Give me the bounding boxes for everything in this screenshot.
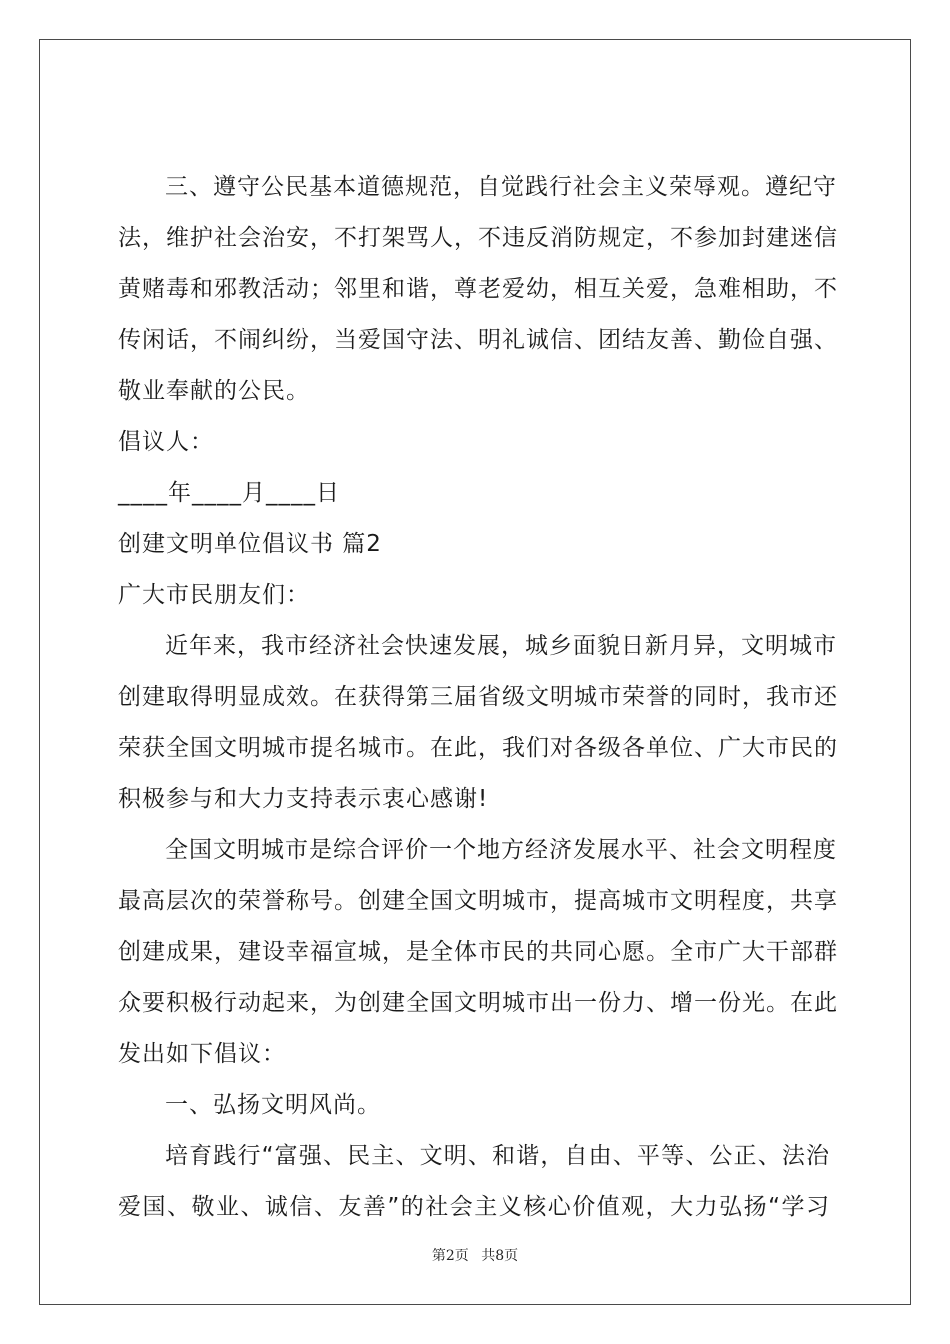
text-line: 创建文明单位倡议书 篇2 xyxy=(118,531,382,557)
text-line: 创建成果，建设幸福宣城，是全体市民的共同心愿。全市广大干部群 xyxy=(118,939,838,965)
document-page xyxy=(39,39,911,1305)
text-line: 培育践行“富强、民主、文明、和谐，自由、平等、公正、法治 xyxy=(165,1143,830,1169)
total-pages: 共8页 xyxy=(481,1248,519,1264)
text-line: ____年____月____日 xyxy=(118,480,340,506)
text-line: 众要积极行动起来，为创建全国文明城市出一份力、增一份光。在此 xyxy=(118,990,838,1016)
text-line: 发出如下倡议： xyxy=(118,1041,286,1067)
text-line: 一、弘扬文明风尚。 xyxy=(165,1092,381,1118)
text-line: 敬业奉献的公民。 xyxy=(118,378,310,404)
text-line: 三、遵守公民基本道德规范，自觉践行社会主义荣辱观。遵纪守 xyxy=(165,174,837,200)
page-number: 第2页 xyxy=(431,1248,469,1264)
document-body xyxy=(118,162,838,1233)
text-line: 黄赌毒和邪教活动；邻里和谐，尊老爱幼，相互关爱，急难相助，不 xyxy=(118,276,838,302)
text-line: 法，维护社会治安，不打架骂人，不违反消防规定，不参加封建迷信 xyxy=(118,225,838,251)
text-line: 创建取得明显成效。在获得第三届省级文明城市荣誉的同时，我市还 xyxy=(118,684,838,710)
text-line: 传闲话，不闹纠纷，当爱国守法、明礼诚信、团结友善、勤俭自强、 xyxy=(118,327,838,353)
text-line: 倡议人： xyxy=(118,429,214,455)
text-line: 积极参与和大力支持表示衷心感谢! xyxy=(118,786,489,812)
text-line: 全国文明城市是综合评价一个地方经济发展水平、社会文明程度 xyxy=(165,837,837,863)
text-line: 荣获全国文明城市提名城市。在此，我们对各级各单位、广大市民的 xyxy=(118,735,838,761)
text-line: 最高层次的荣誉称号。创建全国文明城市，提高城市文明程度，共享 xyxy=(118,888,838,914)
page-footer xyxy=(40,1245,910,1265)
text-line: 爱国、敬业、诚信、友善”的社会主义核心价值观，大力弘扬“学习 xyxy=(118,1194,830,1220)
text-line: 广大市民朋友们： xyxy=(118,582,310,608)
text-line: 近年来，我市经济社会快速发展，城乡面貌日新月异，文明城市 xyxy=(165,633,837,659)
